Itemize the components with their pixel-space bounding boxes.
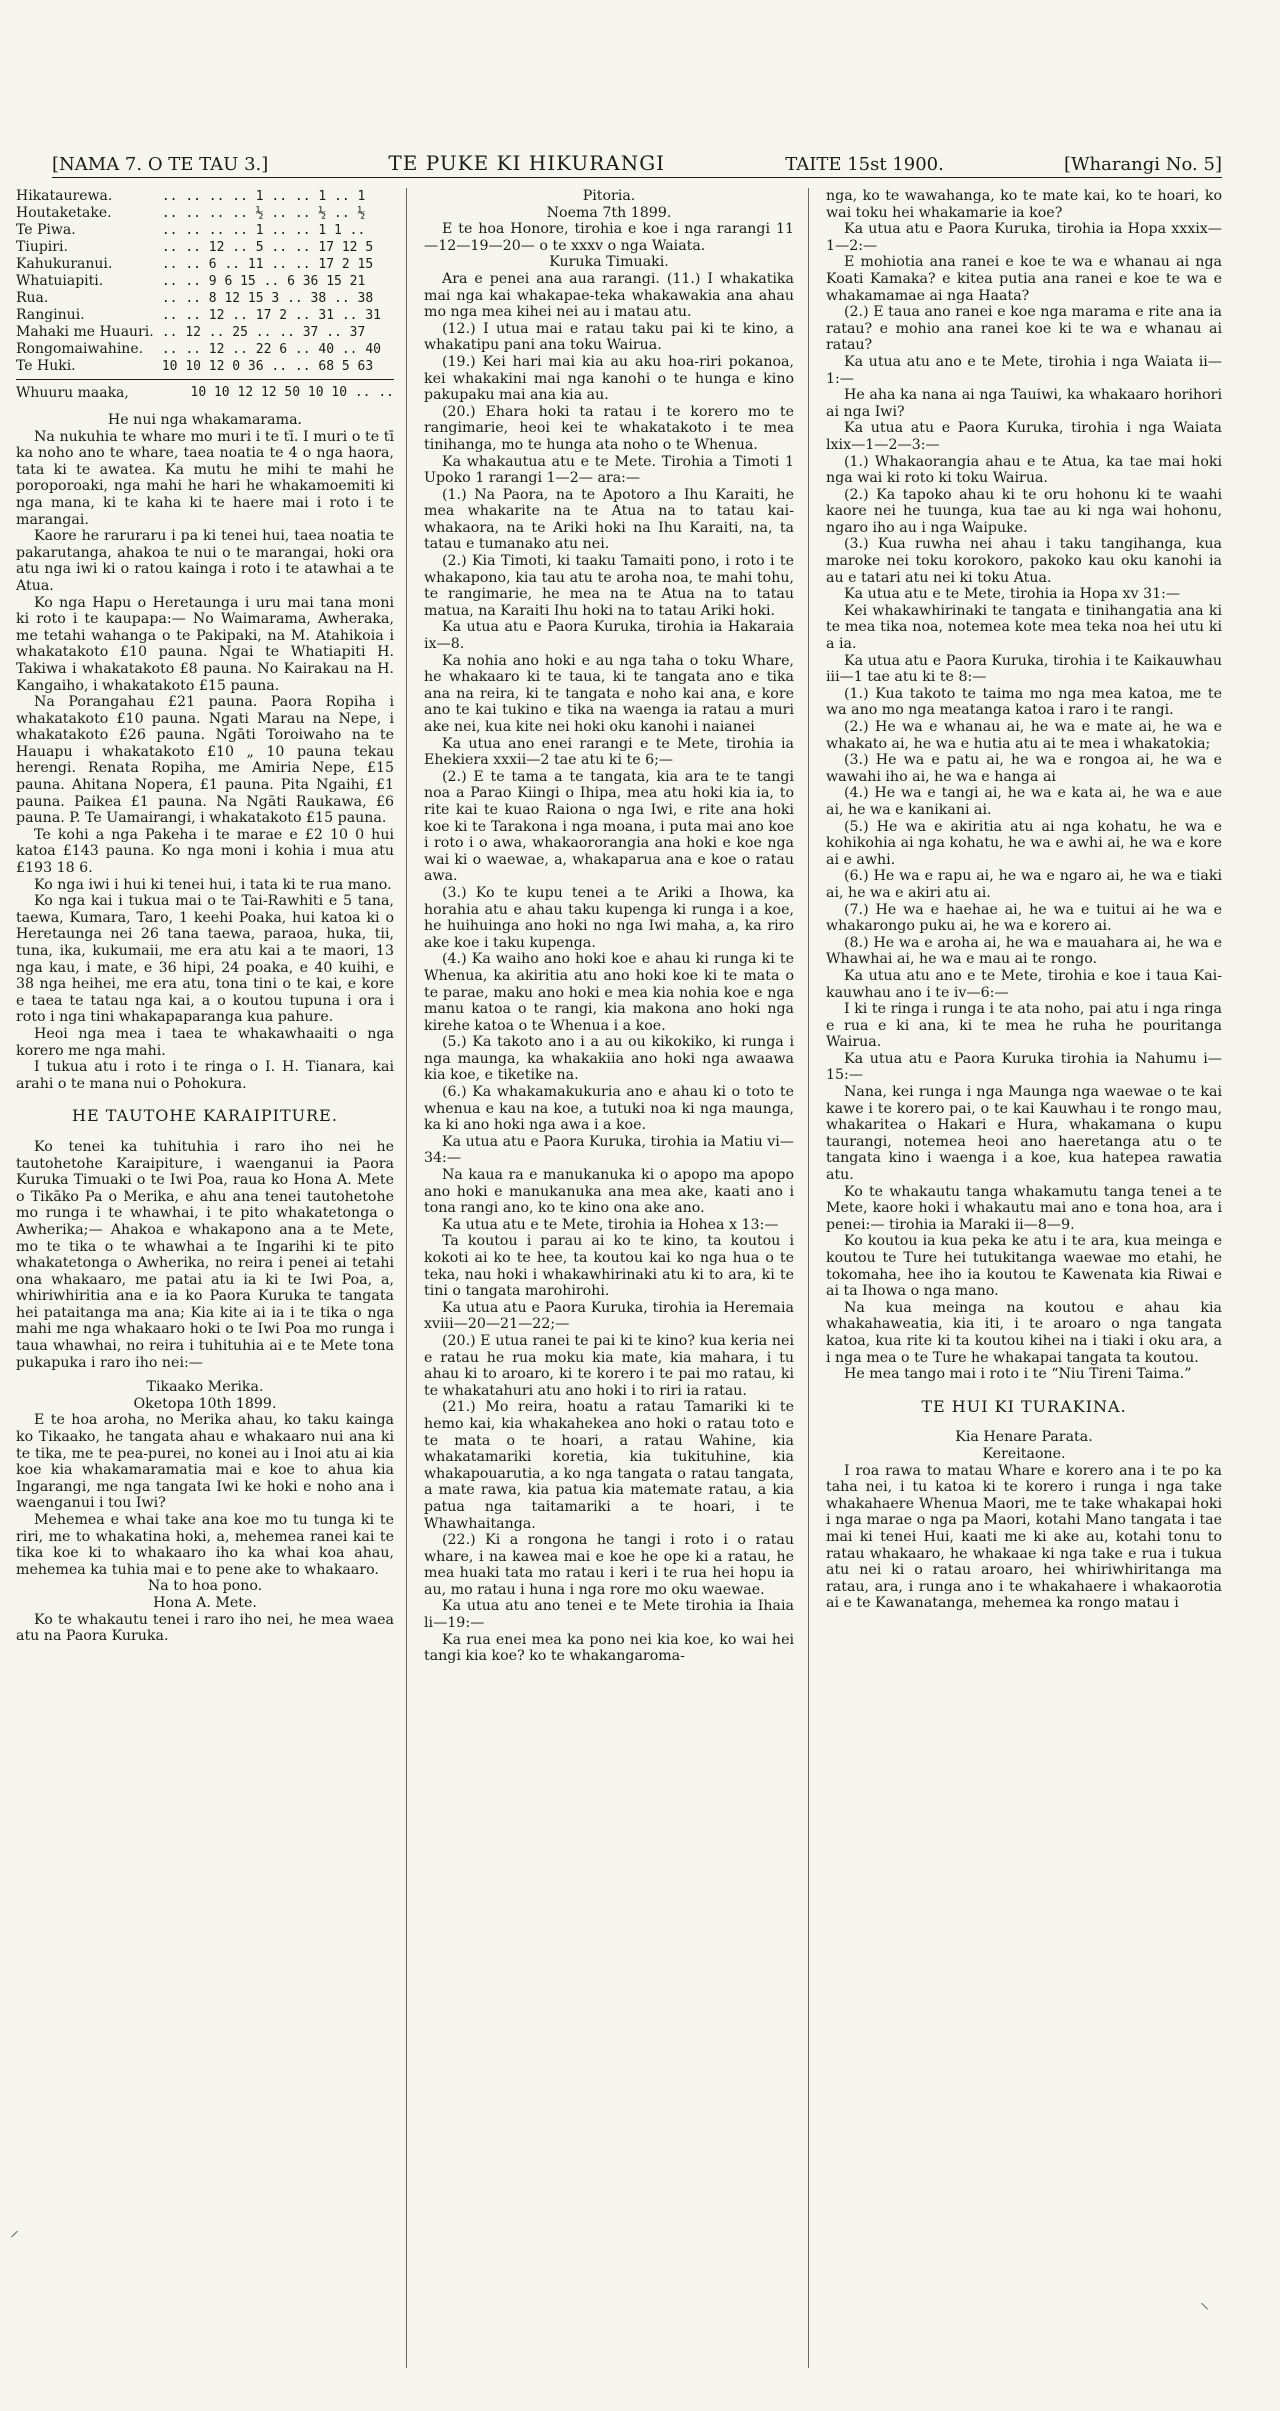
tally-row-values: .. .. .. .. ½ .. .. ½ .. ½ [161,206,366,221]
paragraph: (20.) Ehara hoki ta ratau i te korero mo te rangimarie, heoi kei te whakatakoto i te mea tinihanga, mo te hunga ata noho o te Whenua. [424,403,794,453]
paragraph: (6.) He wa e rapu ai, he wa e ngaro ai, he wa e tiaki ai, he wa e akiri atu ai. [826,868,1222,901]
tally-total-row [16,384,394,402]
tally-row-label: Tiupiri. [16,239,68,255]
column-rule-1 [406,188,407,2368]
tally-row-label: Te Huki. [16,358,76,374]
paragraph: (4.) Ka waiho ano hoki koe e ahau ki runga ki te Whenua, ka akiritia atu ano hoki koe ki te mata o te parae, maku ano hoki e mea kia nohia koe e nga manu katoa o te rangi, kia makona ano hoki nga kirehe katoa o te Whenua i a koe. [424,951,794,1034]
paragraph: (5.) Ka takoto ano i a au ou kikokiko, ki runga i nga maunga, ka whakakiia ano hoki nga awaawa kia koe, e tiketike na. [424,1034,794,1084]
newspaper-title: TE PUKE KI HIKURANGI [388,151,666,175]
paragraph: He mea tango mai i roto i te “Niu Tireni Taima.” [844,1366,1192,1383]
tally-row [16,188,394,205]
salutation: Kia Henare Parata. [955,1429,1093,1446]
paragraph: E mohiotia ana ranei e koe te wa e whanau ai nga Koati Kamaka? e kitea putia ana ranei e koe te wa e whakamamae ai nga Haata? [826,254,1222,304]
tally-total-value: 10 10 12 12 50 10 10 .. .. [190,385,394,400]
paragraph: Ka utua atu e Paora Kuruka, tirohia ia Matiu vi—34:— [424,1133,794,1167]
paragraph: Ka nohia ano hoki e au nga taha o toku Whare, he whakaaro ki te taua, ki te tangata ano e tika ana na reira, ki te tangata e noho kai ana, e kore ano te kai tukino e tika na waenga ia ratau a muri ake nei, kua kite nei hoki oku kanohi i naianei [424,652,794,735]
paragraph: I roa rawa to matau Whare e korero ana i te po ka taha nei, i tu katoa ki te korero i runga i nga take whakahaere Whenua Maori, me te take whakapai hoki i nga marae o nga pa Maori, kotahi Mano tangata i tae mai ki tenei Hui, kaati me ki ake au, kotahi tonu to ratau whakaaro, he whakaae ki nga take e rua i tukua atu nei ki o ratau aroaro, hei whiriwhiritanga ma ratau, ara, i runga ano i te whakahaere i whakaorotia ai e te Kawanatanga, mehemea ka rongo matau i [826,1462,1222,1612]
paragraph: (22.) Ki a rongona he tangi i roto i o ratau whare, i na kawea mai e koe he ope ki a ratau, he mea huaki tata mo ratau i keri i te rua hei hopu ia au, mo ratau i huna i nga rore mo oku waewae. [424,1532,794,1598]
paragraph: Ta koutou i parau ai ko te kino, ta koutou i kokoti ai ko te hee, ta koutou kai ko nga hua o te teka, nau hoki i whakawhirinaki atu ki to ara, ki te tini o tangata marohirohi. [424,1233,794,1300]
tally-row [16,256,394,273]
tally-row-values: .. .. 12 .. 22 6 .. 40 .. 40 [161,342,381,357]
paragraph: (4.) He wa e tangi ai, he wa e kata ai, he wa e aue ai, he wa e kanikani ai. [826,785,1222,818]
paragraph: (21.) Mo reira, hoatu a ratau Tamariki ki te hemo kai, kia whakahekea ano hoki o ratau toto e te mata o te hoari, a ratau Wahine, kia whakatamariki koretia, kia tukituhine, kia whakapouarutia, a ko nga tangata o ratau tangata, a mate rawa, kia patua kia matemate ratau, a kia patua nga taitamariki a te hoari, i te Whawhaitanga. [424,1399,794,1532]
paragraph: (1.) Na Paora, na te Apotoro a Ihu Karaiti, he mea whakarite na te Atua na to tatau kai-whakaora, na te Ariki hoki na Ihu Karaiti, na, ta tatau e tumanako atu nei. [424,486,794,553]
column-3 [826,188,1222,1612]
tally-row [16,290,394,307]
paragraph: Ko te whakautu tenei i raro iho nei, he mea waea atu na Paora Kuruka. [16,1611,394,1645]
paragraph: Mehemea e whai take ana koe mo tu tunga ki te riri, me to whakatina hoki, a, mehemea ranei kai te tika koe ki to whakaaro iho ka whai koa ahau, mehemea ka tuhia mai e to pene ake to whakaaro. [16,1512,394,1578]
letter-place: Tikaako Merika. [146,1379,264,1396]
paragraph: Ka utua atu ano tenei e te Mete tirohia ia Ihaia li—19:— [424,1598,794,1632]
paragraph: (2.) Ka tapoko ahau ki te oru hohonu ki te waahi kaore nei he tuunga, kua tae au ki nga wai hohonu, ngaro iho au i nga Waipuke. [826,486,1222,536]
paragraph: Na nukuhia te whare mo muri i te tī. I muri o te tī ka noho ano te whare, taea noatia te 4 o nga haora, tata ki te awatea. Ka mutu he mihi te mahi he poroporoaki, nga mahi he hari he whakamoemiti ki nga mana, ki te kaha ki te haere mai i roto i te marangai. [16,428,394,528]
tally-row-values: .. .. 9 6 15 .. 6 36 15 21 [161,274,366,289]
tally-row-values: .. .. 12 .. 5 .. .. 17 12 5 [161,240,374,255]
tally-row-label: Rongomaiwahine. [16,341,144,357]
page-number: [Wharangi No. 5] [1064,154,1222,175]
paragraph: Ka utua atu e te Mete, tirohia ia Hohea x 13:— [442,1216,779,1233]
paragraph: He aha ka nana ai nga Tauiwi, ka whakaaro horihori ai nga Iwi? [826,387,1222,420]
paragraph: Ka utua atu e Paora Kuruka, tirohia i nga Waiata lxix—1—2—3:— [826,420,1222,453]
paragraph: (20.) E utua ranei te pai ki te kino? kua keria nei e ratau he rua moku kia mate, kia mahara, i tu ahau ki to aroaro, ki te korero i te pai mo ratau, ki te whakatahuri atu ano hoki i to riri ia ratau. [424,1332,794,1399]
tally-row [16,307,394,324]
paragraph: (1.) Whakaorangia ahau e te Atua, ka tae mai hoki nga wai ki roto ki toku Wairua. [826,453,1222,487]
issue-number: [NAMA 7. O TE TAU 3.] [52,154,269,175]
tally-total-label: Whuuru maaka, [16,385,129,401]
tally-row-label: Whatuiapiti. [16,273,104,289]
paragraph: Kei whakawhirinaki te tangata e tinihangatia ana ki te mea tika noa, notemea kote mea teka noa hei utu ki a ia. [826,602,1222,653]
letter-place: Pitoria. [582,188,636,204]
paragraph: (3.) He wa e patu ai, he wa e rongoa ai, he wa e wawahi iho ai, he wa e hanga ai [826,752,1222,785]
paragraph: (5.) He wa e akiritia atu ai nga kohatu, he wa e kohikohia ai nga kohatu, he wa e awhi ai, he wa e kore ai e awhi. [826,818,1222,868]
paragraph: Ka rua enei mea ka pono nei kia koe, ko wai hei tangi kia koe? ko te whakangaroma- [424,1631,794,1665]
tally-row [16,222,394,239]
paragraph: E te hoa aroha, no Merika ahau, ko taku kainga ko Tikaako, he tangata ahau e whakaaro nui ana ki te tika, me te pea-purei, no konei au i Inoi atu ai kia koe kia whakamaramatia mai e koe to ahua kia Ingarangi, me nga tangata Iwi ke hoki e noho ana i waenganui i tou Iwi? [16,1412,394,1512]
paragraph: Heoi nga mea i taea te whakawhaaiti o nga korero me nga mahi. [16,1025,394,1059]
paragraph: (6.) Ka whakamakukuria ano e ahau ki o toto te whenua e kau na koe, a tutuki noa ki nga maunga, ka ki ano hoki nga awa i a koe. [424,1084,794,1134]
paragraph: Ka utua atu e Paora Kuruka, tirohia ia Hopa xxxix—1—2:— [826,221,1222,254]
tally-row [16,358,394,375]
paragraph: I ki te ringa i runga i te ata noho, pai atu i nga ringa e rua e ki ana, ki te mea he ruha he pouritanga Wairua. [826,1001,1222,1051]
paragraph: Ko tenei ka tuhituhia i raro iho nei he tautohetohe Karaipiture, i waenganui ia Paora Kuruka Timuaki o te Iwi Poa, raua ko Hona A. Mete o Tikāko Pa o Merika, e ahu ana tenei tautohetohe mo runga i te whawhai, i te pito whakatetonga o Awherika;— Ahakoa e whakapono ana a te Mete, mo te tika o te whawhai a te Ingarihi ki te pito whakatetonga o Awherika, no reira i penei ai tetahi ona whakaaro, me patai atu ia ki te Iwi Poa, a, whiriwhiritia ana e ia ko Paora Kuruka te tangata hei pataitanga ma ana; Kia kite ai ia i te tika o nga mahi me nga whakaaro hoki o te Iwi Poa mo runga i taua whawhai, no reira i tuhituhia ai e te Mete tona pukapuka i raro iho nei:— [16,1138,394,1371]
paragraph: Ka utua ano enei rarangi e te Mete, tirohia ia Ehekiera xxxii—2 tae atu ki te 6;— [424,735,794,769]
paragraph: Ka utua atu ano e te Mete, tirohia e koe i taua Kai-kauwhau ano i te iv—6:— [826,967,1222,1001]
paragraph: Ko te whakautu tanga whakamutu tanga tenei a te Mete, kaore hoki i whakautu mai ano e tona hoa, ara i penei:— tirohia ia Maraki ii—8—9. [826,1183,1222,1233]
tally-row-values: .. .. 8 12 15 3 .. 38 .. 38 [161,291,374,306]
paragraph: Ka utua atu e Paora Kuruka, tirohia ia Hakaraia ix—8. [424,619,794,653]
tally-row-values: .. .. 12 .. 17 2 .. 31 .. 31 [161,308,381,323]
letter-date: Noema 7th 1899. [546,204,672,221]
paragraph: Ka utua atu e te Mete, tirohia ia Hopa xv 31:— [844,586,1181,603]
paragraph: Te kohi a nga Pakeha i te marae e £2 10 0 hui katoa £143 pauna. Ko nga moni i kohia i mua atu £193 18 6. [16,826,394,877]
tally-row-label: Rua. [16,290,49,306]
paragraph: Ka utua atu e Paora Kuruka, tirohia i te Kaikauwhau iii—1 tae atu ki te 8:— [826,652,1222,686]
column-rule-2 [808,188,809,2368]
tally-row-label: Mahaki me Huauri. [16,324,154,340]
column-1 [16,188,394,1645]
tally-row-values: 10 10 12 0 36 .. .. 68 5 63 [161,359,374,374]
paragraph: Ka utua atu ano e te Mete, tirohia i nga Waiata ii—1:— [826,353,1222,387]
paragraph: (2.) E te tama a te tangata, kia ara te te tangi noa a Parao Kiingi o Ihipa, mea atu hoki kia ia, to rite kai te kuao Raiona o nga Iwi, e rite ana hoki koe ki te Tarakona i nga moana, i puta mai ano koe i roto i o awa, whakaororangia ana hoki e koe nga wai ki o waewae, a, whakaparua ana e koe o ratau awa. [424,768,794,885]
letter-closing: Na to hoa pono. [147,1578,263,1595]
paragraph: Ko koutou ia kua peka ke atu i te ara, kua meinga e koutou te Ture hei tutukitanga waewae mo etahi, he tokomaha, hee iho ia koutou te Kawenata kia Riwai e ai ta Ihowa o nga mano. [826,1233,1222,1300]
paragraph: (2.) He wa e whanau ai, he wa e mate ai, he wa e whakato ai, he wa e hutia atu ai te mea i whakatokia; [826,719,1222,752]
tally-row-label: Kahukuranui. [16,256,113,272]
tally-row-values: .. .. .. .. 1 .. .. 1 1 .. [161,223,366,238]
tally-row [16,324,394,341]
paragraph: Na kaua ra e manukanuka ki o apopo ma apopo ano hoki e manukanuka ana mea ake, kaati ano i tona rangi ano, ko te kino ona ake ano. [424,1167,794,1217]
paragraph: (3.) Ko te kupu tenei a te Ariki a Ihowa, ka horahia atu e ahau taku kupenga ki runga i a koe, he huihuinga ano hoki no nga Iwi maha, a, ka riro ake koe i taku kupenga. [424,884,794,951]
tally-row-label: Te Piwa. [16,222,76,238]
tally-row [16,341,394,358]
paragraph: (2.) Kia Timoti, ki taaku Tamaiti pono, i roto i te whakapono, kia tau atu te aroha noa, te mahi tohu, te rangimarie, he mea na te Atua na to tatau matua, na Karaiti Ihu hoki na to tatau Ariki hoki. [424,553,794,619]
tally-row-values: .. .. 6 .. 11 .. .. 17 2 15 [161,257,374,272]
paragraph: Ko nga iwi i hui ki tenei hui, i tata ki te rua mano. [34,876,392,893]
letter-from: Kereitaone. [982,1445,1066,1462]
paragraph: Ara e penei ana aua rarangi. (11.) I whakatika mai nga kai whakapae-teka whakawakia ana ahau mo nga mea kihei nei au i matau atu. [424,270,794,321]
letter-date: Oketopa 10th 1899. [133,1395,277,1412]
paragraph: Ko nga Hapu o Heretaunga i uru mai tana moni ki roto i te kaupapa:— No Waimarama, Awheraka, me tetahi wahanga o te Pakipaki, na M. Atahikoia i whakatakoto £10 pauna. Ngai te Whatiapiti H. Takiwa i whakatakoto £8 pauna. No Kairakau na H. Kangaiho, i whakatakoto £15 pauna. [16,594,394,694]
paragraph: (2.) E taua ano ranei e koe nga marama e rite ana ia ratau? e mohio ana ranei koe ki te wa e whanau ai ratau? [826,304,1222,354]
paragraph: (1.) Kua takoto te taima mo nga mea katoa, me te wa ano mo nga meatanga katoa i raro i te rangi. [826,685,1222,719]
ink-mark: ⸜ [1200,2292,1209,2313]
tally-row-label: Ranginui. [16,307,85,323]
paragraph: Na Porangahau £21 pauna. Paora Ropiha i whakatakoto £10 pauna. Ngati Marau na Nepe, i whakatakoto £26 pauna. Ngāti Toroiwaho na te Hauapu i whakatakoto £10 „ 10 pauna tekau herengi. Renata Ropiha, me Amiria Nepe, £15 pauna. Ahitana Nopera, £1 pauna. Pita Ngaihi, £1 pauna. Paikea £1 pauna. Na Ngāti Raukawa, £6 pauna. P. Te Uamairangi, i whakatakoto £15 pauna. [16,694,394,827]
paragraph: Nana, kei runga i nga Maunga nga waewae o te kai kawe i te korero pai, o te kai Kauwhau i te rongo mau, whakaritea o Hakari e Hura, whakamana o kupu taurangi, notemea heoi ano haeretanga atu o te tangata kino i waenga i a koe, kua hatepea rawatia atu. [826,1084,1222,1184]
paragraph: Ka utua atu e Paora Kuruka, tirohia ia Heremaia xviii—20—21—22;— [424,1299,794,1333]
paragraph: (3.) Kua ruwha nei ahau i taku tangihanga, kua maroke nei toku korokoro, pakoko kau oku kanohi ia au e tatari atu nei ki toku Atua. [826,536,1222,586]
paragraph: I tukua atu i roto i te ringa o I. H. Tianara, kai arahi o te mana nui o Pohokura. [16,1059,394,1092]
letter-signature: Hona A. Mete. [153,1594,257,1611]
tally-row [16,239,394,256]
paragraph: Ka whakautua atu e te Mete. Tirohia a Timoti 1 Upoko 1 rarangi 1—2— ara:— [424,453,794,487]
tally-divider [16,379,394,380]
paragraph: (8.) He wa e aroha ai, he wa e mauahara ai, he wa e Whawhai ai, he wa e mau ai te rongo. [826,934,1222,968]
tally-row-values: .. 12 .. 25 .. .. 37 .. 37 [161,325,366,340]
issue-date: TAITE 15st 1900. [785,154,944,175]
paragraph: Ka utua atu e Paora Kuruka tirohia ia Nahumu i—15:— [826,1050,1222,1084]
paragraph: He nui nga whakamarama. [107,412,303,428]
tally-row-label: Hikataurewa. [16,188,113,204]
subheading: Kuruka Timuaki. [549,254,669,271]
tally-row [16,205,394,222]
column-2 [424,188,794,1665]
tally-table [16,188,394,375]
paragraph: Na kua meinga na koutou e ahau kia whakahaweatia, kia iti, i te aroaro o nga tangata katoa, kua rite ki ta koutou kihei na i tiaki i oku ara, a i nga mea o te Ture he whakapai tangata ta koutou. [826,1299,1222,1366]
ink-mark: ⸝ [10,2220,19,2241]
tally-row-values: .. .. .. .. 1 .. .. 1 .. 1 [161,189,366,204]
paragraph: (19.) Kei hari mai kia au aku hoa-riri pokanoa, kei whakakini mai nga kanohi o te hunga e kino pakupaku mai ana kia au. [424,353,794,404]
paragraph: (12.) I utua mai e ratau taku pai ki te kino, a whakatipu pani ana toku Wairua. [424,320,794,354]
paragraph: E te hoa Honore, tirohia e koe i nga rarangi 11—12—19—20— o te xxxv o nga Waiata. [424,221,794,254]
tally-row [16,273,394,290]
tally-row-label: Houtaketake. [16,205,112,221]
section-heading: TE HUI KI TURAKINA. [921,1396,1127,1416]
paragraph: (7.) He wa e haehae ai, he wa e tuitui ai he wa e whakarongo puku ai, he wa e korero ai. [826,901,1222,935]
paragraph: Kaore he raruraru i pa ki tenei hui, taea noatia te pakarutanga, ahakoa te nui o te marangai, hoki ora atu nga iwi ki o ratou kainga i roto i te atawhai a te Atua. [16,528,394,594]
section-heading: HE TAUTOHE KARAIPITURE. [72,1106,338,1126]
paragraph: Ko nga kai i tukua mai o te Tai-Rawhiti e 5 tana, taewa, Kumara, Taro, 1 keehi Poaka, hui katoa ki o Heretaunga nei 26 tana taewa, paraoa, huka, tii, tuna, ika, kukumaii, me era atu kai a te maori, 13 nga kau, i mate, e 36 hipi, 24 poaka, e 40 kuihi, e 38 nga heihei, me era atu, tona tini o te kai, e kore e taea te tatau nga kai, a o koutou tupuna i ora i roto i nga tini whakapaparanga kua pahure. [16,893,394,1026]
masthead [52,147,1222,178]
paragraph: nga, ko te wawahanga, ko te mate kai, ko te hoari, ko wai toku hei whakamarie ia koe? [826,188,1222,221]
